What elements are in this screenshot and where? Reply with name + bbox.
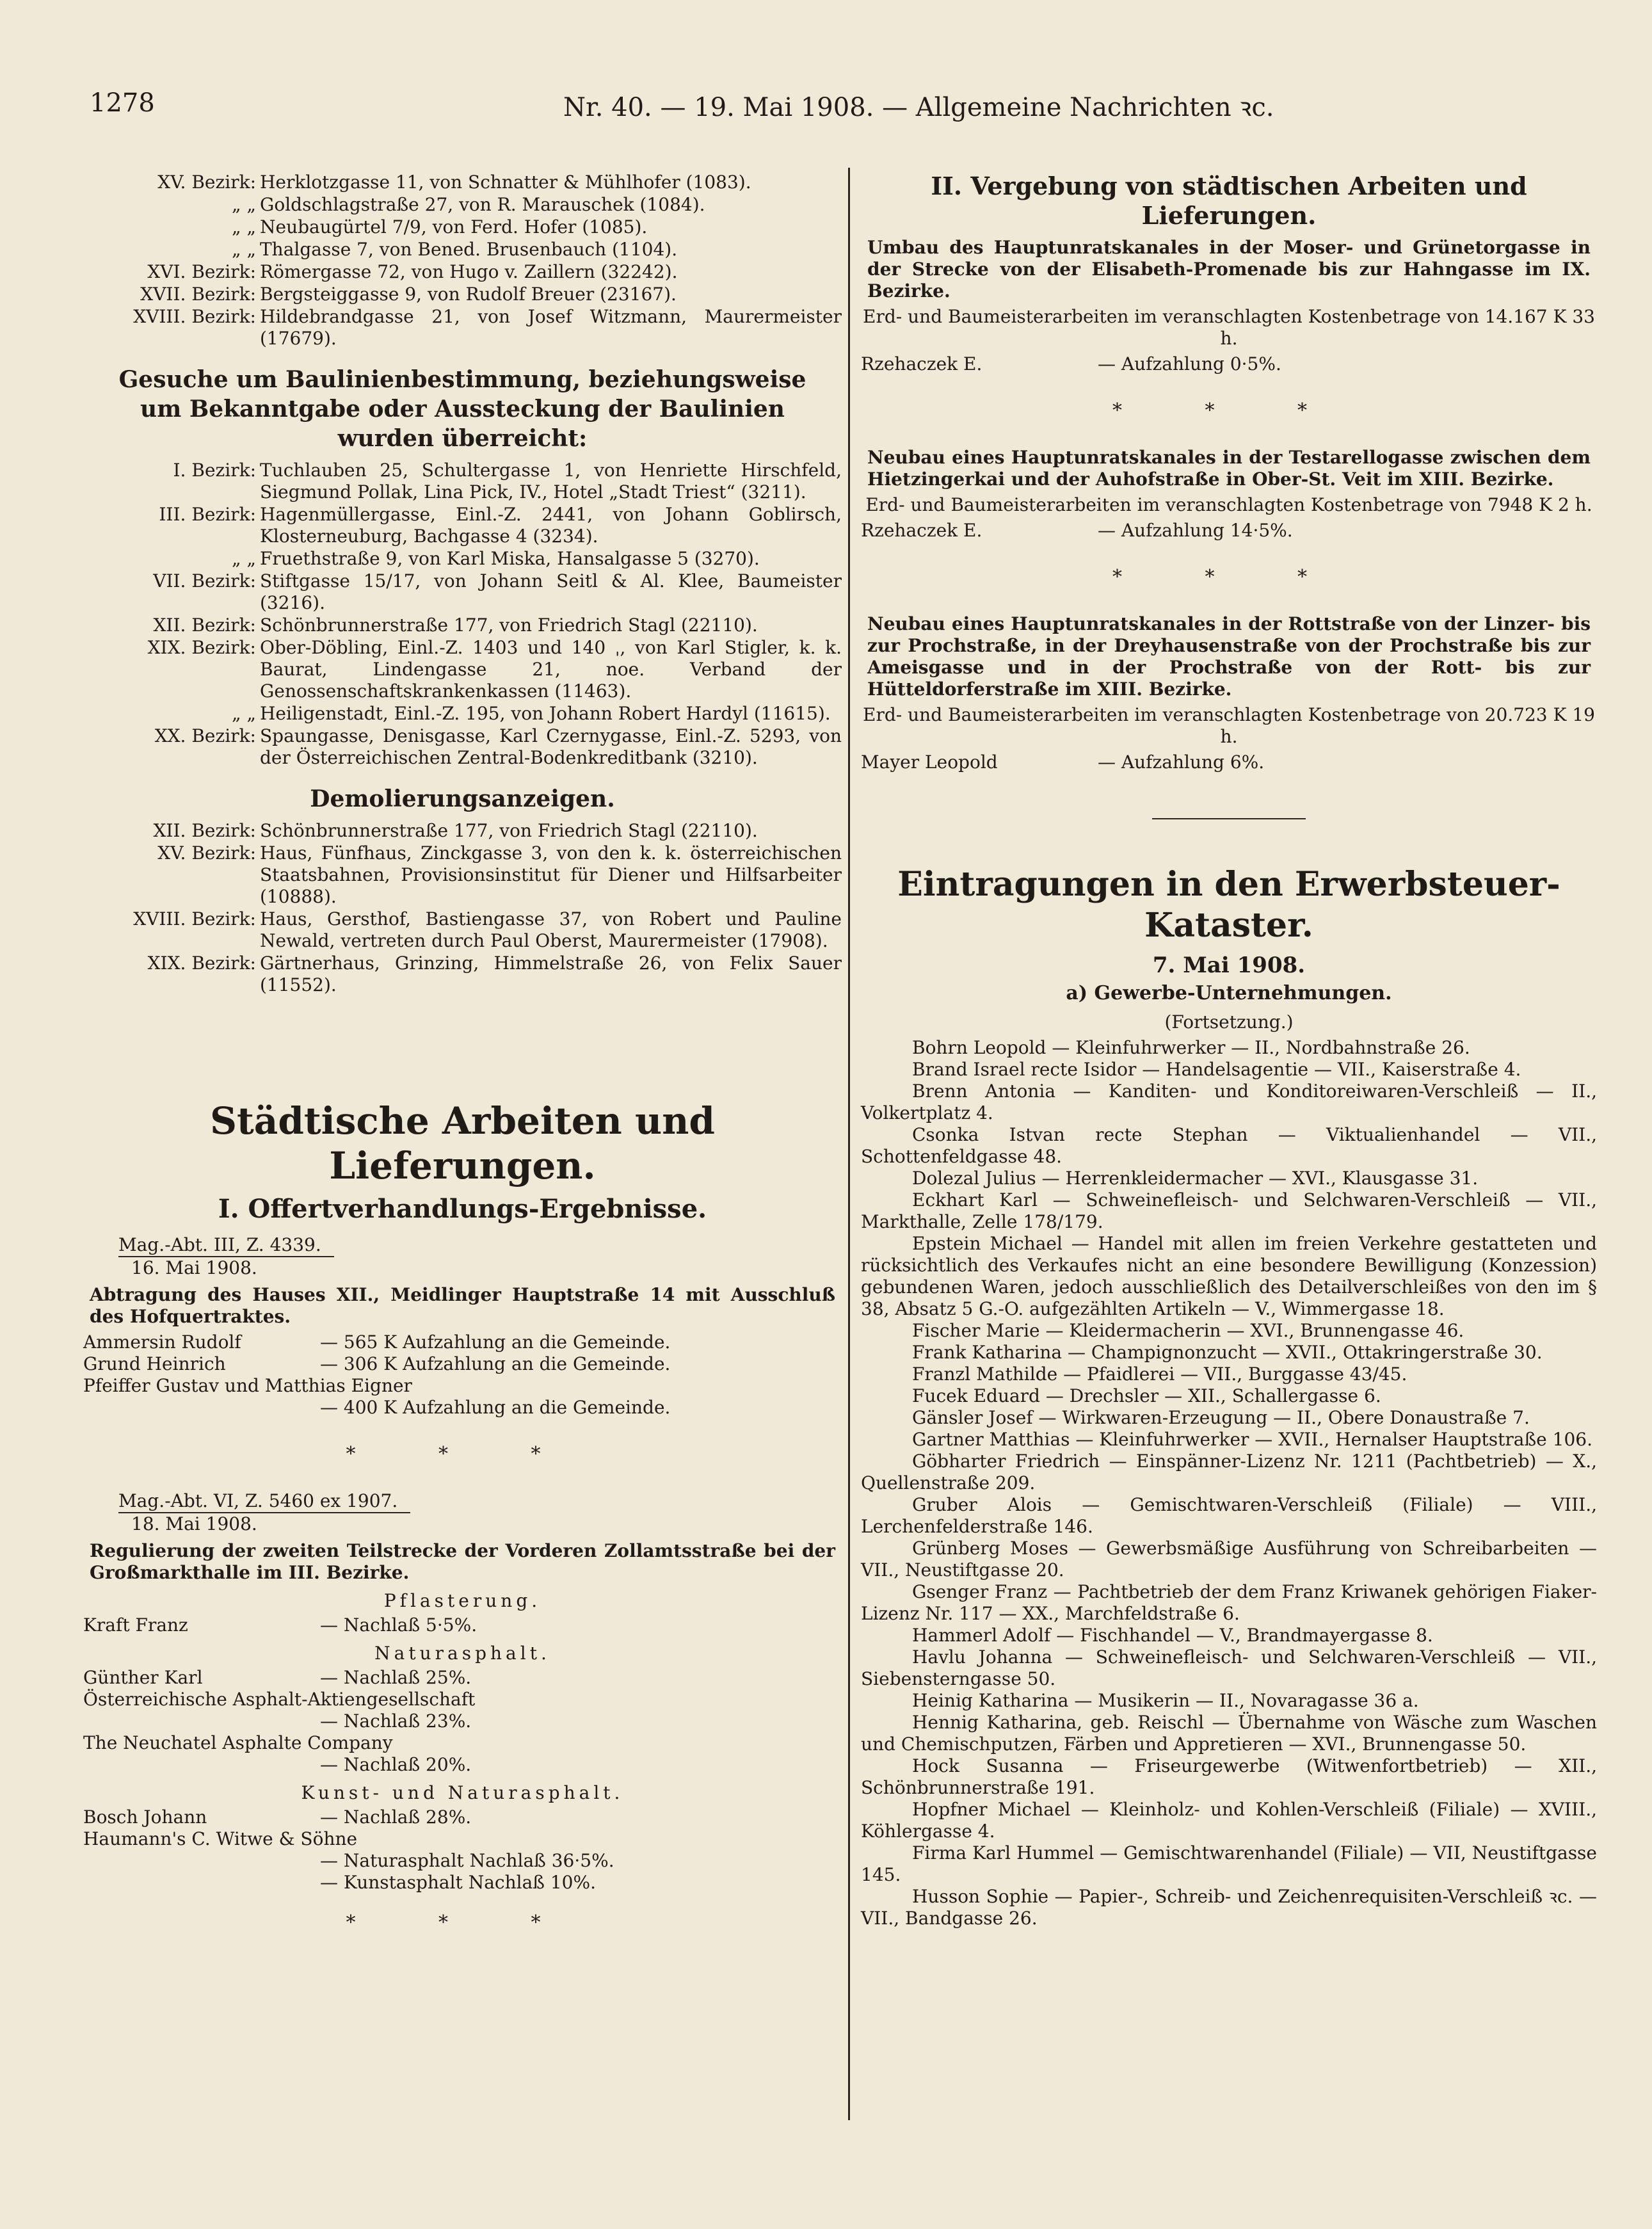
entry-text: Thalgasse 7, von Bened. Brusenbauch (1104). — [260, 239, 678, 260]
bezirk-label: „ „ — [232, 216, 256, 237]
list-item: Fucek Eduard — Drechsler — XII., Schallergasse 6. — [912, 1385, 1381, 1406]
entry-text: Haus, Fünfhaus, Zinckgasse 3, von den k. k. österreichischen Staatsbahnen, Provisionsinstitut für Diener und Hilfsarbeiter (10888). — [260, 842, 842, 907]
gesuche-list — [83, 460, 842, 769]
entry-text: Ober-Döbling, Einl.-Z. 1403 und 140 ˌ, von Karl Stigler, k. k. Baurat, Lindengasse 21, noe. Verband der Genossenschaftskrankenkassen (11463). — [260, 637, 842, 702]
kataster-date: 7. Mai 1908. — [1152, 953, 1306, 978]
bid-value: — Nachlaß 20%. — [320, 1754, 472, 1775]
category-label: Pflasterung. — [383, 1590, 541, 1611]
bidder-name: Kraft Franz — [83, 1614, 188, 1636]
bid-value: — Nachlaß 28%. — [320, 1807, 472, 1828]
bid-row — [83, 1667, 842, 1689]
bidder-name: Rzehaczek E. — [861, 520, 982, 541]
section-heading-vergebung: II. Vergebung von städtischen Arbeiten und Lieferungen. — [931, 172, 1527, 230]
bidder-name: Ammersin Rudolf — [83, 1332, 241, 1353]
bidder-name: Günther Karl — [83, 1667, 203, 1688]
bid-value: — Naturasphalt Nachlaß 36·5%. — [320, 1850, 614, 1871]
job-title: Regulierung der zweiten Teilstrecke der Vorderen Zollamtsstraße bei der Großmarkthalle im III. Bezirke. — [90, 1540, 835, 1583]
entry-text: Goldschlagstraße 27, von R. Marauschek (1084). — [260, 194, 705, 215]
bidder-name: Österreichische Asphalt-Aktiengesellschaft — [83, 1689, 476, 1710]
list-item: Fischer Marie — Kleidermacherin — XVI., Brunnengasse 46. — [912, 1320, 1464, 1341]
separator-stars: * * * — [1112, 399, 1346, 422]
list-item: Brand Israel recte Isidor — Handelsagentie — VII., Kaiserstraße 4. — [912, 1059, 1521, 1080]
bezirk-label: XVIII. Bezirk: — [133, 306, 256, 327]
job-title: Abtragung des Hauses XII., Meidlinger Hauptstraße 14 mit Ausschluß des Hofquertraktes. — [90, 1284, 835, 1327]
list-item — [83, 637, 842, 702]
bezirk-label: „ „ — [232, 239, 256, 260]
bezirk-label: XV. Bezirk: — [157, 172, 256, 193]
date-line: 16. Mai 1908. — [131, 1257, 257, 1278]
bid-value: — Aufzahlung 14·5%. — [1098, 520, 1293, 541]
bezirk-label: „ „ — [232, 703, 256, 724]
list-item: Hock Susanna — Friseurgewerbe (Witwenfortbetrieb) — XII., Schönbrunnerstraße 191. — [861, 1755, 1597, 1798]
date-line: 18. Mai 1908. — [131, 1513, 257, 1534]
list-item — [83, 216, 842, 238]
list-item — [83, 953, 842, 996]
bezirk-label: „ „ — [232, 548, 256, 569]
bid-value: — 306 K Aufzahlung an die Gemeinde. — [320, 1353, 671, 1374]
job-title: Umbau des Hauptunratskanales in der Moser- und Grünetorgasse in der Strecke von der Elisabeth-Promenade bis zur Hahngasse im IX. Bezirke. — [867, 237, 1591, 302]
kataster-title: Eintragungen in den Erwerbsteuer-Kataster. — [897, 865, 1560, 945]
bezirk-label: XV. Bezirk: — [157, 842, 256, 864]
list-item — [83, 820, 842, 842]
list-item — [83, 172, 842, 193]
section-heading-demolierung: Demolierungsanzeigen. — [310, 785, 615, 812]
bid-value: — Nachlaß 25%. — [320, 1667, 472, 1688]
list-item — [83, 306, 842, 350]
entry-text: Heiligenstadt, Einl.-Z. 195, von Johann Robert Hardyl (11615). — [260, 703, 831, 724]
page-header — [90, 88, 1587, 127]
list-item — [83, 570, 842, 614]
demolierung-list — [83, 820, 842, 996]
list-item: Husson Sophie — Papier-, Schreib- und Zeichenrequisiten-Verschleiß ꝛc. — VII., Bandgasse 26. — [861, 1886, 1597, 1929]
left-column — [83, 172, 842, 2118]
bezirk-label: XII. Bezirk: — [153, 820, 256, 841]
bezirk-label: III. Bezirk: — [159, 504, 256, 525]
entry-text: Römergasse 72, von Hugo v. Zaillern (32242). — [260, 261, 678, 282]
entry-text: Schönbrunnerstraße 177, von Friedrich Stagl (22110). — [260, 615, 758, 636]
bidder-name: Haumann's C. Witwe & Söhne — [83, 1828, 358, 1849]
subsection-title: I. Offertverhandlungs-Ergebnisse. — [218, 1194, 707, 1224]
list-item — [83, 239, 842, 261]
page-number: 1278 — [90, 88, 155, 118]
list-item — [83, 284, 842, 305]
bezirk-label: XIX. Bezirk: — [147, 637, 256, 658]
list-item: Gartner Matthias — Kleinfuhrwerker — XVII., Hernalser Hauptstraße 106. — [912, 1429, 1592, 1450]
list-item: Heinig Katharina — Musikerin — II., Novaragasse 36 a. — [912, 1690, 1419, 1711]
entry-text: Tuchlauben 25, Schultergasse 1, von Henriette Hirschfeld, Siegmund Pollak, Lina Pick, IV., Hotel „Stadt Triest“ (3211). — [260, 460, 842, 503]
job-description: Erd- und Baumeisterarbeiten im veranschlagten Kostenbetrage von 14.167 K 33 h. — [863, 306, 1595, 349]
list-item: Firma Karl Hummel — Gemischtwarenhandel (Filiale) — VII, Neustiftgasse 145. — [861, 1842, 1597, 1885]
bezirk-label: XVI. Bezirk: — [147, 261, 256, 282]
separator-stars: * * * — [346, 1443, 579, 1465]
bid-row — [861, 752, 1597, 773]
entry-text: Fruethstraße 9, von Karl Miska, Hansalgasse 5 (3270). — [260, 548, 760, 569]
list-item: Gsenger Franz — Pachtbetrieb der dem Franz Kriwanek gehörigen Fiaker-Lizenz Nr. 117 — XX., Marchfeldstraße 6. — [861, 1581, 1597, 1624]
list-item: Hopfner Michael — Kleinholz- und Kohlen-Verschleiß (Filiale) — XVIII., Köhlergasse 4. — [861, 1799, 1597, 1842]
entry-text: Schönbrunnerstraße 177, von Friedrich Stagl (22110). — [260, 820, 758, 841]
list-item — [83, 548, 842, 570]
divider — [1152, 818, 1306, 819]
separator-stars: * * * — [346, 1911, 579, 1934]
entry-text: Hagenmüllergasse, Einl.-Z. 2441, von Johann Goblirsch, Klosterneuburg, Bachgasse 4 (3234). — [260, 504, 842, 547]
job-title: Neubau eines Hauptunratskanales in der Testarellogasse zwischen dem Hietzingerkai und der Auhofstraße in Ober-St. Veit im XIII. Bezirke. — [867, 447, 1591, 490]
bidder-name: The Neuchatel Asphalte Company — [83, 1732, 393, 1753]
list-item: Brenn Antonia — Kanditen- und Konditoreiwaren-Verschleiß — II., Volkertplatz 4. — [861, 1081, 1597, 1123]
bid-row — [861, 520, 1597, 542]
bid-row — [861, 353, 1597, 375]
list-item — [83, 615, 842, 636]
entry-text: Herklotzgasse 11, von Schnatter & Mühlhofer (1083). — [260, 172, 751, 193]
entry-text: Haus, Gersthof, Bastiengasse 37, von Robert und Pauline Newald, vertreten durch Paul Oberst, Maurermeister (17908). — [260, 908, 842, 951]
list-item — [83, 460, 842, 503]
top-entries-list — [83, 172, 842, 350]
kataster-list — [861, 1037, 1597, 1929]
category-label: Naturasphalt. — [374, 1643, 550, 1664]
bid-row — [83, 1332, 842, 1353]
list-item — [83, 261, 842, 283]
list-item: Grünberg Moses — Gewerbsmäßige Ausführung von Schreibarbeiten — VII., Neustiftgasse 20. — [861, 1538, 1597, 1581]
entry-text: Gärtnerhaus, Grinzing, Himmelstraße 26, von Felix Sauer (11552). — [260, 953, 842, 995]
bid-row — [83, 1614, 842, 1636]
list-item — [83, 908, 842, 952]
bid-value: — 565 K Aufzahlung an die Gemeinde. — [320, 1332, 671, 1353]
entry-text: Hildebrandgasse 21, von Josef Witzmann, Maurermeister (17679). — [260, 306, 842, 349]
list-item: Frank Katharina — Champignonzucht — XVII., Ottakringerstraße 30. — [912, 1342, 1543, 1363]
list-item — [83, 842, 842, 908]
bidder-name: Pfeiffer Gustav und Matthias Eigner — [83, 1375, 412, 1396]
bidder-name: Rzehaczek E. — [861, 353, 982, 374]
column-divider — [848, 168, 850, 2120]
bid-row — [83, 1353, 842, 1375]
job-description: Erd- und Baumeisterarbeiten im veranschlagten Kostenbetrage von 20.723 K 19 h. — [863, 704, 1595, 747]
category-label: Kunst- und Naturasphalt. — [301, 1782, 624, 1803]
right-column — [861, 172, 1597, 2118]
list-item — [83, 504, 842, 547]
reference-number: Mag.-Abt. VI, Z. 5460 ex 1907. — [118, 1490, 842, 1513]
bid-value: — Aufzahlung 0·5%. — [1098, 353, 1281, 374]
list-item: Dolezal Julius — Herrenkleidermacher — XVI., Klausgasse 31. — [912, 1168, 1479, 1189]
bid-value: — Kunstasphalt Nachlaß 10%. — [320, 1872, 597, 1893]
bezirk-label: VII. Bezirk: — [153, 570, 256, 591]
list-item: Hammerl Adolf — Fischhandel — V., Brandmayergasse 8. — [912, 1625, 1433, 1646]
job-title: Neubau eines Hauptunratskanales in der Rottstraße von der Linzer- bis zur Prochstraße, in der Dreyhausenstraße von der Prochstraße bis zur Ameisgasse und in der Prochstraße von der Rott- bis zur Hütteldorferstraße im XIII. Bezirke. — [867, 613, 1591, 700]
bidder-name: Grund Heinrich — [83, 1353, 226, 1374]
bezirk-label: „ „ — [232, 194, 256, 215]
list-item: Göbharter Friedrich — Einspänner-Lizenz Nr. 1211 (Pachtbetrieb) — X., Quellenstraße 209. — [861, 1451, 1597, 1493]
list-item: Gruber Alois — Gemischtwaren-Verschleiß (Filiale) — VIII., Lerchenfelderstraße 146. — [861, 1494, 1597, 1537]
running-title: Nr. 40. — 19. Mai 1908. — Allgemeine Nachrichten ꝛc. — [563, 93, 1274, 122]
kataster-subtitle: a) Gewerbe-Unternehmungen. — [1066, 982, 1392, 1004]
bid-value: — Nachlaß 5·5%. — [320, 1614, 477, 1636]
entry-text: Neubaugürtel 7/9, von Ferd. Hofer (1085). — [260, 216, 648, 237]
bezirk-label: XIX. Bezirk: — [147, 953, 256, 974]
list-item — [83, 703, 842, 725]
list-item: Eckhart Karl — Schweinefleisch- und Selchwaren-Verschleiß — VII., Markthalle, Zelle 178/179. — [861, 1189, 1597, 1232]
list-item — [83, 194, 842, 216]
bidder-name: Mayer Leopold — [861, 752, 998, 773]
list-item: Epstein Michael — Handel mit allen im freien Verkehre gestatteten und rücksichtlich des Verkaufes nicht an eine besondere Bewilligung (Konzession) gebundenen Waren, jedoch ausschließlich des Detailverschleißes von den im § 38, Absatz 5 G.-O. aufgezählten Artikeln — V., Wimmergasse 18. — [861, 1233, 1597, 1319]
section-heading-gesuche: Gesuche um Baulinienbestimmung, beziehungsweise um Bekanntgabe oder Aussteckung der Baulinien wurden überreicht: — [118, 366, 806, 452]
entry-text: Spaungasse, Denisgasse, Karl Czernygasse, Einl.-Z. 5293, von der Österreichischen Zentral-Bodenkreditbank (3210). — [260, 725, 842, 768]
reference-number: Mag.-Abt. III, Z. 4339. — [118, 1234, 842, 1257]
bidder-name: Bosch Johann — [83, 1807, 207, 1828]
bezirk-label: XVIII. Bezirk: — [133, 908, 256, 929]
bid-value: — 400 K Aufzahlung an die Gemeinde. — [320, 1397, 671, 1418]
entry-text: Bergsteiggasse 9, von Rudolf Breuer (23167). — [260, 284, 677, 305]
separator-stars: * * * — [1112, 566, 1346, 588]
job-description: Erd- und Baumeisterarbeiten im veranschlagten Kostenbetrage von 7948 K 2 h. — [865, 494, 1592, 515]
bid-row — [83, 1807, 842, 1828]
list-item — [83, 725, 842, 769]
bezirk-label: XII. Bezirk: — [153, 615, 256, 636]
list-item: Gänsler Josef — Wirkwaren-Erzeugung — II., Obere Donaustraße 7. — [912, 1407, 1530, 1428]
list-item: Hennig Katharina, geb. Reischl — Übernahme von Wäsche zum Waschen und Chemischputzen, Färben und Appretieren — XVI., Brunnengasse 50. — [861, 1712, 1597, 1755]
bid-value: — Nachlaß 23%. — [320, 1710, 472, 1732]
entry-text: Stiftgasse 15/17, von Johann Seitl & Al. Klee, Baumeister (3216). — [260, 570, 842, 613]
bid-value: — Aufzahlung 6%. — [1098, 752, 1265, 773]
main-section-title: Städtische Arbeiten und Lieferungen. — [210, 1099, 715, 1187]
bezirk-label: I. Bezirk: — [173, 460, 256, 481]
continuation-note: (Fortsetzung.) — [1164, 1011, 1294, 1033]
list-item: Csonka Istvan recte Stephan — Viktualienhandel — VII., Schottenfeldgasse 48. — [861, 1124, 1597, 1167]
bezirk-label: XX. Bezirk: — [154, 725, 256, 746]
list-item: Havlu Johanna — Schweinefleisch- und Selchwaren-Verschleiß — VII., Siebensterngasse 50. — [861, 1646, 1597, 1689]
bezirk-label: XVII. Bezirk: — [140, 284, 256, 305]
list-item: Bohrn Leopold — Kleinfuhrwerker — II., Nordbahnstraße 26. — [912, 1037, 1470, 1058]
list-item: Franzl Mathilde — Pfaidlerei — VII., Burggasse 43/45. — [912, 1364, 1407, 1385]
